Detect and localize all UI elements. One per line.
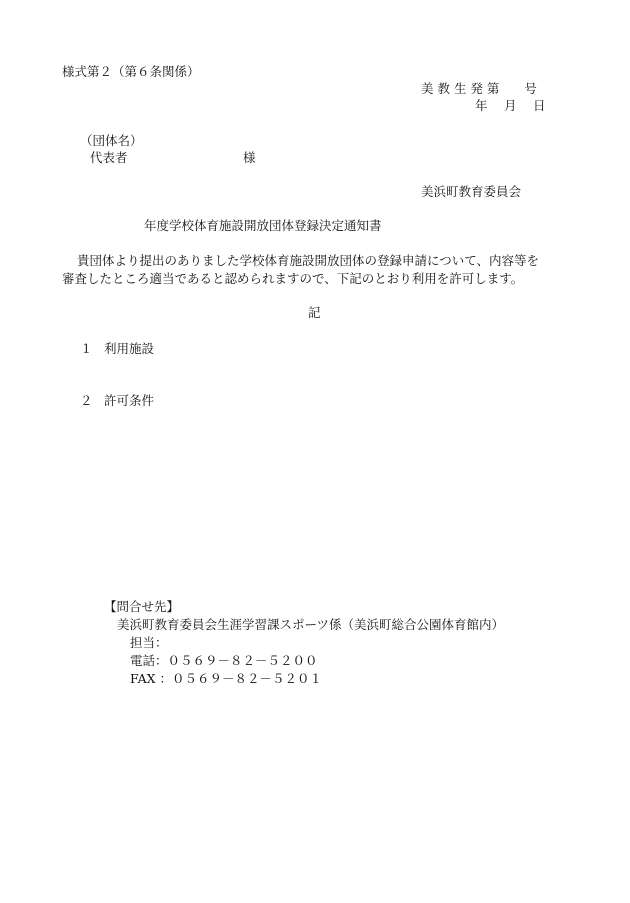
recipient-org-name: （団体名） [80, 133, 143, 148]
document-number: 美 教 生 発 第 号 [421, 81, 537, 96]
document-title: 年度学校体育施設開放団体登録決定通知書 [144, 218, 382, 233]
issue-date: 年 月 日 [475, 98, 546, 113]
item-2-label: 許可条件 [104, 393, 155, 408]
contact-fax: FAX ：０５６９－８２－５２０１ [130, 671, 322, 686]
contact-heading: 【問合せ先】 [104, 599, 180, 614]
issuer-name: 美浜町教育委員会 [421, 184, 522, 199]
ki-heading: 記 [308, 305, 321, 320]
item-1-number: １ [80, 341, 93, 356]
recipient-honorific: 様 [243, 150, 256, 165]
contact-person: 担当： [130, 635, 168, 650]
body-text-line-1: 貴団体より提出のありました学校体育施設開放団体の登録申請について、内容等を [77, 253, 540, 268]
recipient-representative: 代表者 [90, 150, 128, 165]
form-number: 様式第２（第６条関係） [62, 64, 200, 79]
body-text-line-2: 審査したところ適当であると認められますので、下記のとおり利用を許可します。 [62, 271, 524, 286]
contact-phone: 電話：０５６９－８２－５２００ [130, 653, 318, 668]
item-2-number: ２ [80, 393, 93, 408]
item-1-label: 利用施設 [104, 341, 155, 356]
contact-department: 美浜町教育委員会生涯学習課スポーツ係（美浜町総合公園体育館内） [117, 617, 505, 632]
